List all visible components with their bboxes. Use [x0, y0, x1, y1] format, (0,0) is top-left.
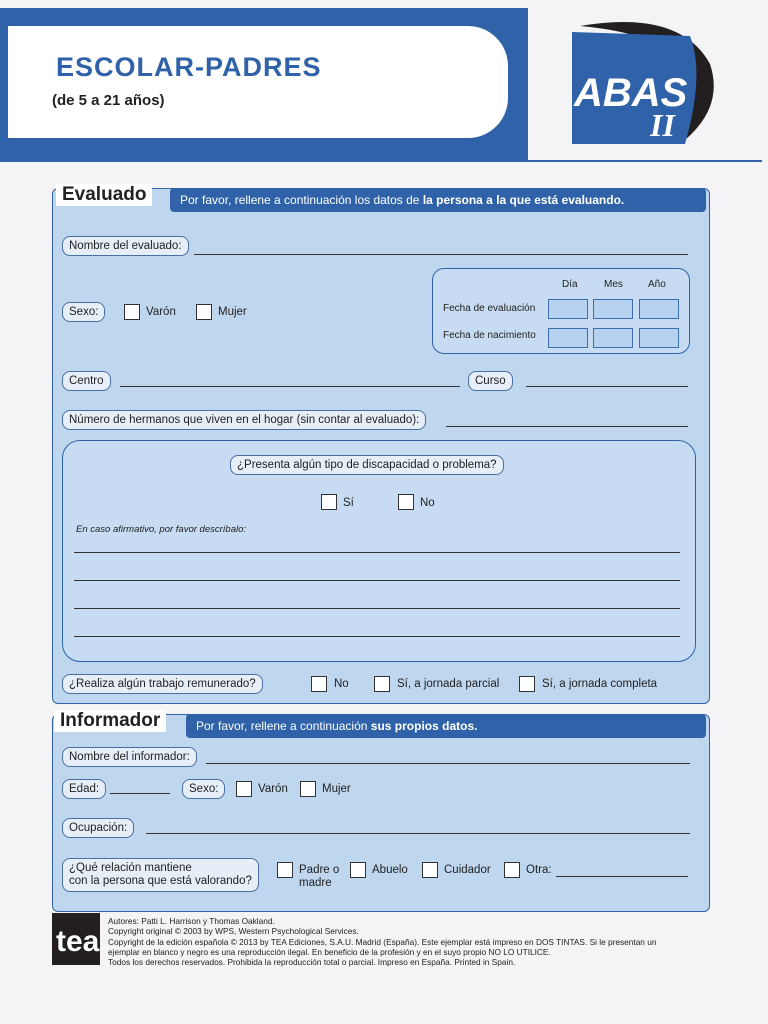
centro-label: Centro: [62, 371, 111, 391]
tea-logo: tea: [52, 913, 100, 965]
no-discapacidad-checkbox[interactable]: [398, 494, 414, 510]
eval-ano-box[interactable]: [639, 299, 679, 319]
describir-line-2[interactable]: [74, 580, 680, 581]
nombre-evaluado-field[interactable]: [194, 254, 688, 255]
discapacidad-label: ¿Presenta algún tipo de discapacidad o problema?: [230, 455, 504, 475]
eval-dia-box[interactable]: [548, 299, 588, 319]
si-discapacidad-checkbox[interactable]: [321, 494, 337, 510]
trabajo-parcial-label: Sí, a jornada parcial: [397, 678, 500, 690]
edad-field[interactable]: [110, 793, 170, 794]
informador-mujer-checkbox[interactable]: [300, 781, 316, 797]
otra-field[interactable]: [556, 876, 688, 877]
centro-field[interactable]: [120, 386, 460, 387]
mujer-label: Mujer: [218, 306, 247, 318]
sexo-informador-label: Sexo:: [182, 779, 225, 799]
trabajo-parcial-checkbox[interactable]: [374, 676, 390, 692]
evaluado-instruction: Por favor, rellene a continuación los datos de la persona a la que está evaluando.: [170, 188, 706, 212]
varon-checkbox[interactable]: [124, 304, 140, 320]
fecha-nacimiento-label: Fecha de nacimiento: [443, 330, 536, 341]
informador-varon-checkbox[interactable]: [236, 781, 252, 797]
curso-field[interactable]: [526, 386, 688, 387]
footer-line-5: Todos los derechos reservados. Prohibida la reproducción total o parcial. Impreso en España. Printed in Spain.: [108, 957, 516, 968]
describir-line-4[interactable]: [74, 636, 680, 637]
footer-line-4: ejemplar en blanco y negro es una reproducción ilegal. En beneficio de la profesión y en el suyo propio NO LO UTILICE.: [108, 946, 551, 957]
describir-line-3[interactable]: [74, 608, 680, 609]
dia-header: Día: [562, 279, 578, 290]
nac-mes-box[interactable]: [593, 328, 633, 348]
mes-header: Mes: [604, 279, 623, 290]
footer-line-3: Copyright de la edición española © 2013 by TEA Ediciones, S.A.U. Madrid (España). Este ejemplar está impreso en DOS TINTAS. Si le presentan un: [108, 936, 657, 947]
footer-line-2: Copyright original © 2003 by WPS, Western Psychological Services.: [108, 926, 359, 937]
nombre-informador-field[interactable]: [206, 763, 690, 764]
abuelo-label: Abuelo: [372, 864, 408, 876]
edad-label: Edad:: [62, 779, 106, 799]
eval-mes-box[interactable]: [593, 299, 633, 319]
otra-label: Otra:: [526, 864, 552, 876]
abuelo-checkbox[interactable]: [350, 862, 366, 878]
logo-roman: II: [650, 107, 675, 143]
fecha-evaluacion-label: Fecha de evaluación: [443, 303, 536, 314]
ocupacion-field[interactable]: [146, 833, 690, 834]
padre-checkbox[interactable]: [277, 862, 293, 878]
nombre-evaluado-label: Nombre del evaluado:: [62, 236, 189, 256]
hermanos-field[interactable]: [446, 426, 688, 427]
informador-instruction: Por favor, rellene a continuación sus propios datos.: [186, 714, 706, 738]
no-discapacidad-label: No: [420, 497, 435, 509]
page-subtitle: (de 5 a 21 años): [52, 92, 165, 109]
ano-header: Año: [648, 279, 666, 290]
abas-logo: [550, 14, 725, 154]
ocupacion-label: Ocupación:: [62, 818, 134, 838]
sexo-evaluado-label: Sexo:: [62, 302, 105, 322]
describir-label: En caso afirmativo, por favor descríbalo:: [76, 524, 247, 535]
cuidador-label: Cuidador: [444, 864, 491, 876]
informador-varon-label: Varón: [258, 783, 288, 795]
trabajo-no-checkbox[interactable]: [311, 676, 327, 692]
footer-line-1: Autores: Patti L. Harrison y Thomas Oakland.: [108, 916, 275, 926]
page-title: ESCOLAR-PADRES: [56, 52, 322, 82]
si-discapacidad-label: Sí: [343, 497, 354, 509]
evaluado-title: Evaluado: [56, 184, 152, 206]
informador-mujer-label: Mujer: [322, 783, 351, 795]
trabajo-no-label: No: [334, 678, 349, 690]
padre-label: Padre o madre: [299, 864, 340, 889]
logo-text: ABAS: [574, 71, 688, 115]
curso-label: Curso: [468, 371, 513, 391]
trabajo-completa-label: Sí, a jornada completa: [542, 678, 658, 690]
relacion-label: ¿Qué relación mantiene con la persona que está valorando?: [62, 858, 259, 892]
footer-text: [108, 916, 708, 967]
trabajo-label: ¿Realiza algún trabajo remunerado?: [62, 674, 263, 694]
nombre-informador-label: Nombre del informador:: [62, 747, 197, 767]
nac-dia-box[interactable]: [548, 328, 588, 348]
trabajo-completa-checkbox[interactable]: [519, 676, 535, 692]
mujer-checkbox[interactable]: [196, 304, 212, 320]
cuidador-checkbox[interactable]: [422, 862, 438, 878]
otra-checkbox[interactable]: [504, 862, 520, 878]
describir-line-1[interactable]: [74, 552, 680, 553]
informador-title: Informador: [54, 710, 166, 732]
hermanos-label: Número de hermanos que viven en el hogar (sin contar al evaluado):: [62, 410, 426, 430]
nac-ano-box[interactable]: [639, 328, 679, 348]
header-rule: [528, 160, 762, 162]
varon-label: Varón: [146, 306, 176, 318]
